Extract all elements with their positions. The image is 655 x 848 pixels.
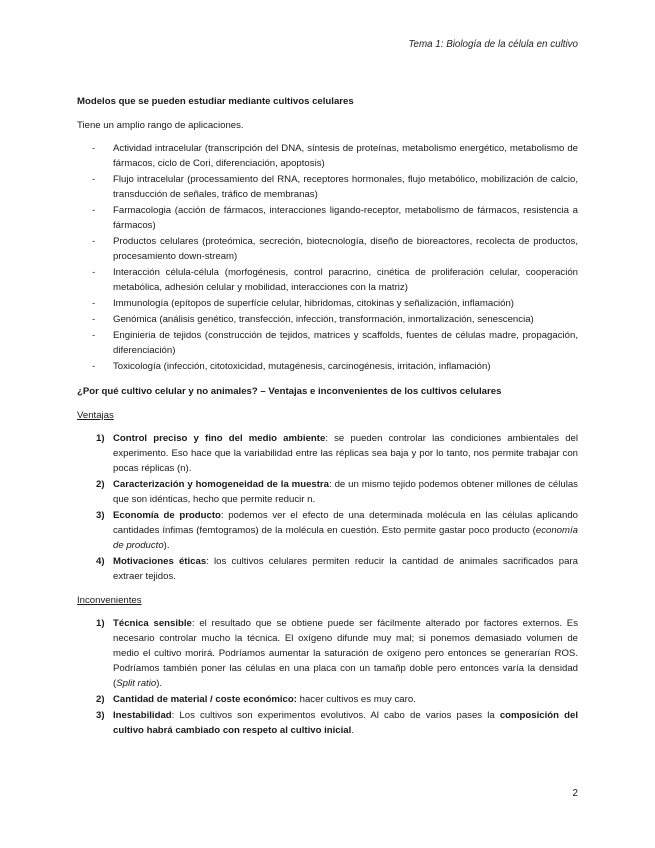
list-item [77,312,578,327]
list-item-text: Actividad intracelular (transcripción del DNA, síntesis de proteínas, metabolismo energético, metabolismo de fármacos, ciclo de Cori, diferenciación, apoptosis) [113,143,578,169]
list-item-text: Immunología (epítopos de superfície celular, hibridomas, citokinas y señalización, inflamación) [113,298,515,309]
list-item-text: Interacción célula-célula (morfogénesis, control paracrino, cinética de proliferación celular, cooperación metabólica, adhesión celular y mobilidad, interacciones con la matriz) [113,267,578,293]
item-bold-term: Motivaciones éticas [113,556,207,567]
list-item [77,359,578,374]
item-number: 2) [96,479,105,490]
list-item [77,172,578,202]
item-bold-term: Cantidad de material / coste económico: [113,694,297,705]
section-heading-pros-cons: ¿Por qué cultivo celular y no animales? – Ventajas e inconvenientes de los cultivos celulares [77,386,502,397]
applications-list [77,141,578,374]
list-item [77,328,578,358]
item-text: : Los cultivos son experimentos evolutivos. Al cabo de varios pases la [171,710,500,721]
list-item [77,296,578,311]
item-number: 1) [96,618,105,629]
list-item [77,265,578,295]
running-header: Tema 1: Biología de la célula en cultivo [408,39,578,50]
page-content [77,94,578,747]
list-item [77,203,578,233]
item-bold-term: Control preciso y fino del medio ambiente [113,433,326,444]
page-number: 2 [572,788,578,799]
numbered-item [77,708,578,738]
item-text: : los cultivos celulares permiten reducir la cantidad de animales sacrificados para extraer tejidos. [113,556,578,582]
item-text: : podemos ver el efecto de una determinada molécula en las células aplicando cantidades ínfimas (femtogramos) de la molécula en cuestión. Esto permite gastar poco producto ( [113,510,578,536]
item-bold-phrase: composición del cultivo habrá cambiado con respeto al cultivo inicial [113,710,578,736]
item-text: hacer cultivos es muy caro. [296,694,416,705]
item-bold-term: Técnica sensible [113,618,192,629]
item-bold-term: Economía de producto [113,510,221,521]
item-tail: ). [156,678,163,689]
dash-bullet: - [92,143,96,154]
list-item-text: Toxicología (infección, citotoxicidad, mutagénesis, carcinogénesis, irritación, inflamación) [113,361,491,372]
ventajas-list [77,431,578,584]
item-bold-term: Caracterización y homogeneidad de la muestra [113,479,330,490]
item-text: : el resultado que se obtiene puede ser fácilmente alterado por factores externos. Es necesario controlar mucho la técnica. El oxígeno difunde muy mal; si ponemos demasiado volumen de medio el cultivo morirá. Podríamos aumentar la saturación de oxígeno pero entonces se generarían ROS. Podríamos también poner las células en una placa con un tamañp doble pero entonces varía la densidad ( [113,618,578,689]
dash-bullet: - [92,205,96,216]
list-item-text: Farmacologia (acción de fármacos, interacciones ligando-receptor, metabolismo de fármacos, resistencia a fármacos) [113,205,578,231]
dash-bullet: - [92,314,96,325]
dash-bullet: - [92,298,96,309]
item-number: 4) [96,556,105,567]
list-item [77,141,578,171]
list-item-text: Flujo intracelular (processamiento del RNA, receptores hormonales, flujo metabólico, mobilización de calcio, transducción de señales, tráfico de membranas) [113,174,578,200]
intro-paragraph: Tiene un amplio rango de aplicaciones. [77,120,244,131]
numbered-item [77,431,578,476]
dash-bullet: - [92,361,96,372]
dash-bullet: - [92,174,96,185]
dash-bullet: - [92,267,96,278]
list-item-text: Productos celulares (proteómica, secreción, biotecnología, diseño de bioreactores, recolecta de productos, procesamiento down-stream) [113,236,578,262]
numbered-item [77,692,578,707]
numbered-item [77,616,578,691]
subheading-inconvenientes: Inconvenientes [77,595,142,606]
item-text: : de un mismo tejido podemos obtener millones de células que son idénticas, hecho que permite reducir n. [113,479,578,505]
item-tail: ). [163,540,170,551]
numbered-item [77,477,578,507]
dash-bullet: - [92,330,96,341]
item-italic-term: economía de producto [113,525,578,551]
item-number: 3) [96,510,105,521]
item-number: 2) [96,694,105,705]
item-text: : se pueden controlar las condiciones ambientales del experimento. Eso hace que la variabilidad entre las réplicas sea baja y por lo tanto, nos permite trabajar con pocas réplicas (n). [113,433,578,474]
item-bold-term: Inestabilidad [113,710,172,721]
list-item-text: Enginieria de tejidos (construcción de tejidos, matrices y scaffolds, fuentes de células madre, propagación, diferenciación) [113,330,578,356]
list-item-text: Genómica (análisis genético, transfección, infección, transformación, inmortalización, senescencia) [113,314,534,325]
section-heading-models: Modelos que se pueden estudiar mediante cultivos celulares [77,96,354,107]
item-number: 1) [96,433,105,444]
item-italic-term: Split ratio [116,678,157,689]
inconvenientes-list [77,616,578,738]
item-tail: . [351,725,354,736]
numbered-item [77,508,578,553]
subheading-ventajas: Ventajas [77,410,114,421]
dash-bullet: - [92,236,96,247]
item-number: 3) [96,710,105,721]
list-item [77,234,578,264]
numbered-item [77,554,578,584]
